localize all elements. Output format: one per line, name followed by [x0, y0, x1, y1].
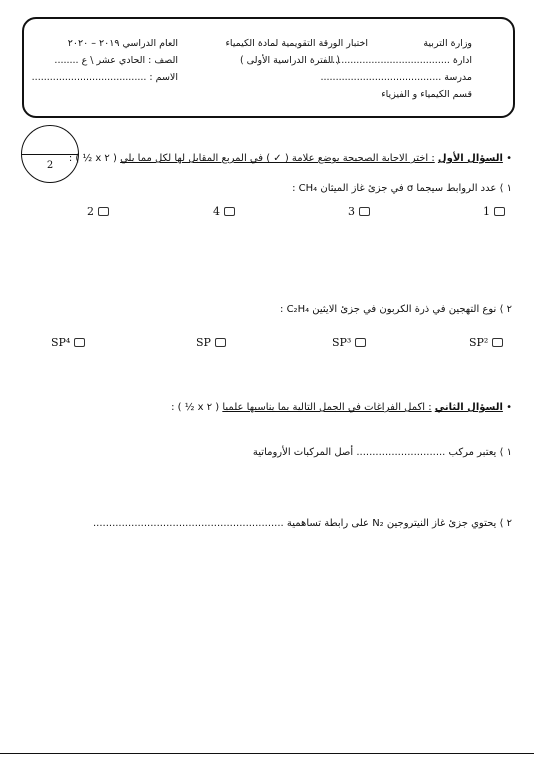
q1-item1-option-1[interactable]: 1 [483, 205, 505, 218]
q1-item1-option-3[interactable]: 4 [213, 205, 235, 218]
q1-title-bold: السؤال الأول [437, 153, 503, 164]
checkbox[interactable] [224, 207, 235, 216]
q1-item1-option-2[interactable]: 3 [348, 205, 370, 218]
q1-item1 [292, 183, 512, 194]
checkbox[interactable] [98, 207, 109, 216]
q2-item1-text: يعتبر مركب ............................ أصل المركبات الأروماتية [252, 447, 497, 458]
exam-period: ( الفترة الدراسية الأولى ) [239, 55, 340, 66]
q1-item1-option-4[interactable]: 2 [87, 205, 109, 218]
q1-marks: ( ٢ x ½ ) : [68, 153, 117, 164]
q2-item1-num: ١ ⟩ [499, 447, 512, 458]
q1-item2-text: نوع التهجين في ذرة الكربون في جزئ الايثين C₂H₄ : [280, 304, 497, 315]
checkbox[interactable] [492, 338, 503, 347]
q1-item1-num: ١ ⟩ [499, 183, 512, 194]
checkbox[interactable] [355, 338, 366, 347]
score-value: 2 [46, 160, 54, 171]
checkbox[interactable] [74, 338, 85, 347]
q2-item2 [93, 518, 512, 529]
q1-item2-option-3[interactable]: SP [196, 336, 226, 349]
q2-item2-num: ٢ ⟩ [499, 518, 512, 529]
page-bottom-rule [0, 753, 534, 754]
student-name-field: الاسم : ...................................... [31, 72, 178, 83]
q1-item2-option-2[interactable]: SP³ [332, 336, 366, 349]
ministry-label: وزارة التربية [423, 38, 472, 49]
q1-item1-text: عدد الروابط سيجما σ في جزئ غاز الميثان CH₄ : [292, 183, 497, 194]
q1-bullet: • [506, 153, 512, 164]
checkbox[interactable] [359, 207, 370, 216]
q2-title [171, 402, 512, 413]
exam-title: اختبار الورقة التقويمية لمادة الكيمياء [225, 38, 368, 49]
q1-item2-option-1[interactable]: SP² [469, 336, 503, 349]
q1-title [69, 153, 512, 164]
checkbox[interactable] [215, 338, 226, 347]
q2-marks: ( ٢ x ½ ) : [171, 402, 220, 413]
q2-title-text: : اكمل الفراغات في الجمل التالية بما يناسبها علميا [222, 402, 432, 413]
q1-item2 [280, 304, 512, 315]
header-box [22, 17, 515, 118]
q1-item2-num: ٢ ⟩ [499, 304, 512, 315]
administration-field: ادارة ........................................ [329, 55, 472, 66]
school-field: مدرسة ........................................ [320, 72, 472, 83]
q2-item1 [253, 447, 512, 458]
q1-title-text: : اختر الاجابة الصحيحة بوضع علامة ( ✓ ) في المربع المقابل لها لكل مما يلي [120, 153, 435, 164]
department-label: قسم الكيمياء و الفيزياء [381, 89, 472, 100]
q2-item2-text: يحتوي جزئ غاز النيتروجين N₂ على رابطة تساهمية ............................................................ [93, 518, 497, 529]
checkbox[interactable] [494, 207, 505, 216]
q2-title-bold: السؤال الثاني [434, 402, 503, 413]
q2-bullet: • [506, 402, 512, 413]
grade-field: الصف : الحادي عشر \ ع ........ [54, 55, 178, 66]
q1-item2-option-4[interactable]: SP⁴ [51, 336, 85, 349]
academic-year: العام الدراسي ٢٠١٩ – ٢٠٢٠ [67, 38, 178, 49]
